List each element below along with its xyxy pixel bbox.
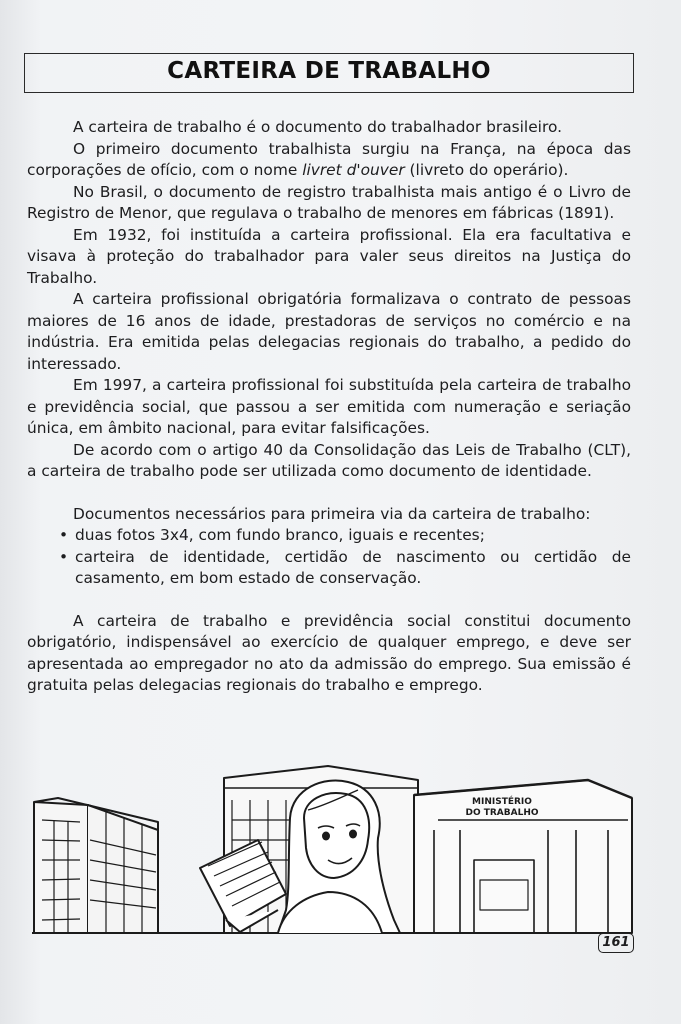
paragraph-origin-text: O primeiro documento trabalhista surgiu na França, na época das corporações de ofício, com o nome [27, 139, 631, 179]
paragraph-mandatory: A carteira profissional obrigatória formalizava o contrato de pessoas maiores de 16 anos de idade, prestadoras de serviços no comércio e na indústria. Era emitida pelas delegacias regionais do trabalho, a pedido do interessado. [27, 290, 631, 373]
page-number: 161 [598, 933, 634, 953]
paragraph-origin [27, 139, 631, 182]
building-sign-line1: MINISTÉRIO [472, 797, 532, 807]
paragraph-conclusion: A carteira de trabalho e previdência social constitui documento obrigatório, indispensável ao exercício de qualquer emprego, e deve ser apresentada ao empregador no ato da admissão do emprego. Sua emissão é gratuita pelas delegacias regionais do trabalho e emprego. [27, 611, 631, 694]
body-text [27, 117, 631, 697]
paragraph-documents: Documentos necessários para primeira via da carteira de trabalho: [73, 504, 591, 523]
paragraph-brazil: No Brasil, o documento de registro trabalhista mais antigo é o Livro de Registro de Menor, que regulava o trabalho de menores em fábricas (1891). [27, 182, 631, 222]
list-item: • duas fotos 3x4, com fundo branco, iguais e recentes; [27, 525, 631, 547]
paragraph-clt: De acordo com o artigo 40 da Consolidação das Leis de Trabalho (CLT), a carteira de trabalho pode ser utilizada como documento de identidade. [27, 440, 631, 480]
paragraph-intro: A carteira de trabalho é o documento do trabalhador brasileiro. [73, 118, 562, 136]
ministry-illustration [28, 760, 638, 940]
paragraph-1997: Em 1997, a carteira profissional foi substituída pela carteira de trabalho e previdência social, que passou a ser emitida com numeração e seriação única, em âmbito nacional, para evitar falsificações. [27, 376, 631, 437]
building-sign-line2: DO TRABALHO [465, 808, 539, 818]
paragraph-1932: Em 1932, foi instituída a carteira profissional. Ela era facultativa e visava à proteção do trabalhador para valer seus direitos na Justiça do Trabalho. [27, 225, 631, 287]
french-term: livret d'ouver [302, 161, 405, 179]
list-item: • carteira de identidade, certidão de nascimento ou certidão de casamento, em bom estado de conservação. [27, 547, 631, 590]
left-building [34, 798, 158, 933]
page-title: CARTEIRA DE TRABALHO [167, 58, 491, 84]
paragraph-origin-text-end: (livreto do operário). [404, 161, 569, 179]
